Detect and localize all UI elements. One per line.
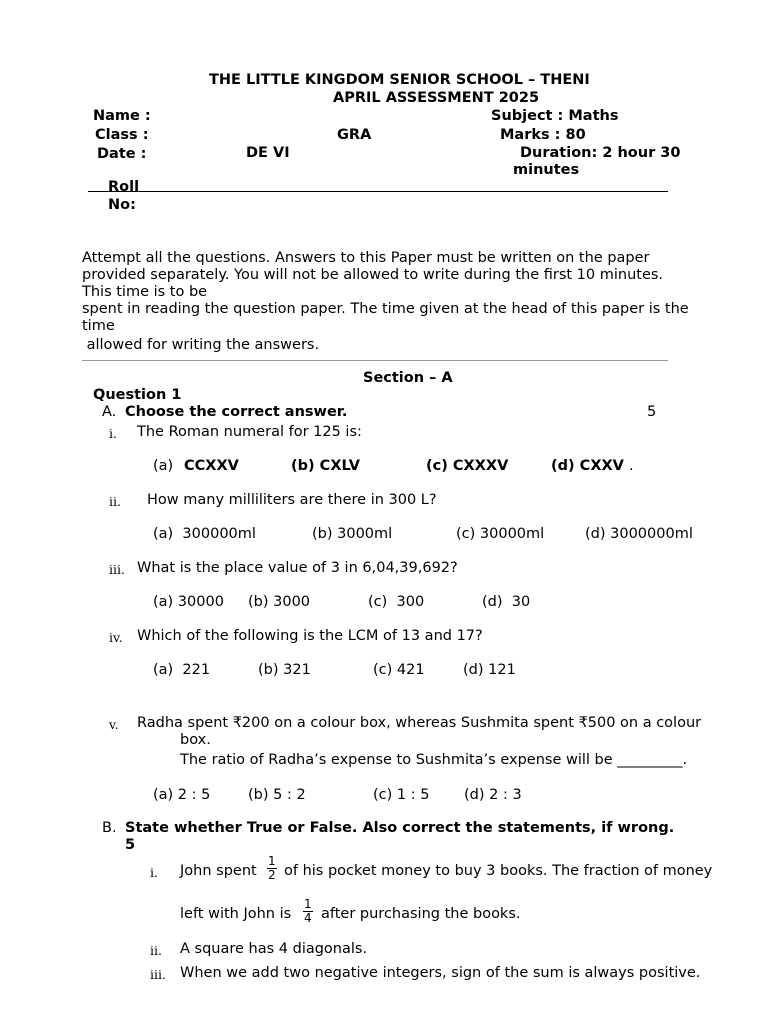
- statement-text: When we add two negative integers, sign of the sum is always positive.: [180, 965, 701, 981]
- question-number: ii.: [109, 494, 121, 509]
- statement-number: ii.: [150, 943, 162, 958]
- question-number: iii.: [109, 562, 125, 577]
- option-c: (c) CXXXV: [426, 458, 509, 474]
- fraction-numerator: 1: [268, 854, 276, 868]
- statement-text: of his pocket money to buy 3 books. The fraction of money: [284, 863, 713, 879]
- statement-text: John spent: [180, 863, 257, 879]
- question-text: The Roman numeral for 125 is:: [137, 424, 362, 440]
- option-d: (d) 30: [482, 594, 531, 610]
- part-a-marks: 5: [647, 404, 657, 420]
- grade-text-part2: DE VI: [246, 145, 290, 161]
- header-divider: [88, 191, 668, 192]
- option-c: (c) 421: [373, 662, 425, 678]
- option-a: (a) 221: [153, 662, 211, 678]
- option-b: (b) 3000: [248, 594, 311, 610]
- question-text: Radha spent ₹200 on a colour box, whereas Sushmita spent ₹500 on a colour: [137, 715, 702, 731]
- roll-label: Roll: [108, 179, 140, 195]
- part-a-title: Choose the correct answer.: [125, 404, 348, 420]
- subject-label: Subject : Maths: [491, 108, 619, 124]
- fraction-denominator: 2: [268, 868, 276, 882]
- option-a: (a): [153, 458, 174, 474]
- fraction-numerator: 1: [304, 897, 312, 911]
- fraction-one-fourth: [303, 898, 313, 925]
- duration-label: Duration: 2 hour 30: [520, 145, 681, 161]
- question-title: Question 1: [93, 387, 182, 403]
- part-b-marks: 5: [125, 837, 136, 853]
- option-a: (a) 30000: [153, 594, 224, 610]
- instruction-line: spent in reading the question paper. The time given at the head of this paper is the: [82, 301, 689, 317]
- section-title: Section – A: [363, 370, 453, 386]
- instructions-divider: [82, 360, 668, 361]
- instruction-line: Attempt all the questions. Answers to this Paper must be written on the paper: [82, 250, 650, 266]
- fraction-one-half: [267, 855, 277, 882]
- roll-label-cont: No:: [108, 197, 136, 213]
- statement-number: iii.: [150, 967, 166, 982]
- question-number: i.: [109, 426, 117, 441]
- question-text: What is the place value of 3 in 6,04,39,692?: [137, 560, 458, 576]
- instruction-line: provided separately. You will not be allowed to write during the first 10 minutes.: [82, 267, 664, 283]
- instruction-line: time: [82, 318, 115, 334]
- instruction-line: This time is to be: [82, 284, 208, 300]
- option-a: (a) 2 : 5: [153, 787, 211, 803]
- option-a-value: CCXXV: [184, 458, 239, 474]
- part-b-title: State whether True or False. Also correct the statements, if wrong.: [125, 820, 675, 836]
- option-d-period: .: [629, 458, 634, 474]
- option-c: (c) 30000ml: [456, 526, 545, 542]
- question-text: How many milliliters are there in 300 L?: [147, 492, 437, 508]
- part-b-letter: B.: [102, 820, 117, 836]
- option-b: (b) 3000ml: [312, 526, 393, 542]
- option-b: (b) 321: [258, 662, 311, 678]
- instruction-line: allowed for writing the answers.: [82, 337, 320, 353]
- statement-text-cont: after purchasing the books.: [321, 906, 521, 922]
- question-number: v.: [109, 717, 119, 732]
- option-b: (b) CXLV: [291, 458, 360, 474]
- question-text-cont: The ratio of Radha’s expense to Sushmita’s expense will be _________.: [180, 752, 688, 768]
- duration-label-cont: minutes: [513, 162, 580, 178]
- school-name: THE LITTLE KINGDOM SENIOR SCHOOL – THENI: [209, 72, 590, 88]
- part-a-letter: A.: [102, 404, 117, 420]
- option-d: (d) 3000000ml: [585, 526, 693, 542]
- statement-text: A square has 4 diagonals.: [180, 941, 368, 957]
- exam-title: APRIL ASSESSMENT 2025: [333, 90, 540, 106]
- name-label: Name :: [93, 108, 151, 124]
- question-number: iv.: [109, 630, 123, 645]
- option-d: (d) CXXV: [551, 458, 624, 474]
- date-label: Date :: [97, 146, 147, 162]
- option-b: (b) 5 : 2: [248, 787, 306, 803]
- grade-text-part1: GRA: [337, 127, 372, 143]
- option-c: (c) 1 : 5: [373, 787, 430, 803]
- question-text: Which of the following is the LCM of 13 and 17?: [137, 628, 483, 644]
- class-label: Class :: [95, 127, 149, 143]
- option-c: (c) 300: [368, 594, 425, 610]
- statement-number: i.: [150, 865, 158, 880]
- option-d: (d) 121: [463, 662, 516, 678]
- option-a: (a) 300000ml: [153, 526, 256, 542]
- option-d: (d) 2 : 3: [464, 787, 522, 803]
- fraction-denominator: 4: [304, 911, 312, 925]
- marks-label: Marks : 80: [500, 127, 586, 143]
- question-text-cont: box.: [180, 732, 211, 748]
- statement-text-cont: left with John is: [180, 906, 292, 922]
